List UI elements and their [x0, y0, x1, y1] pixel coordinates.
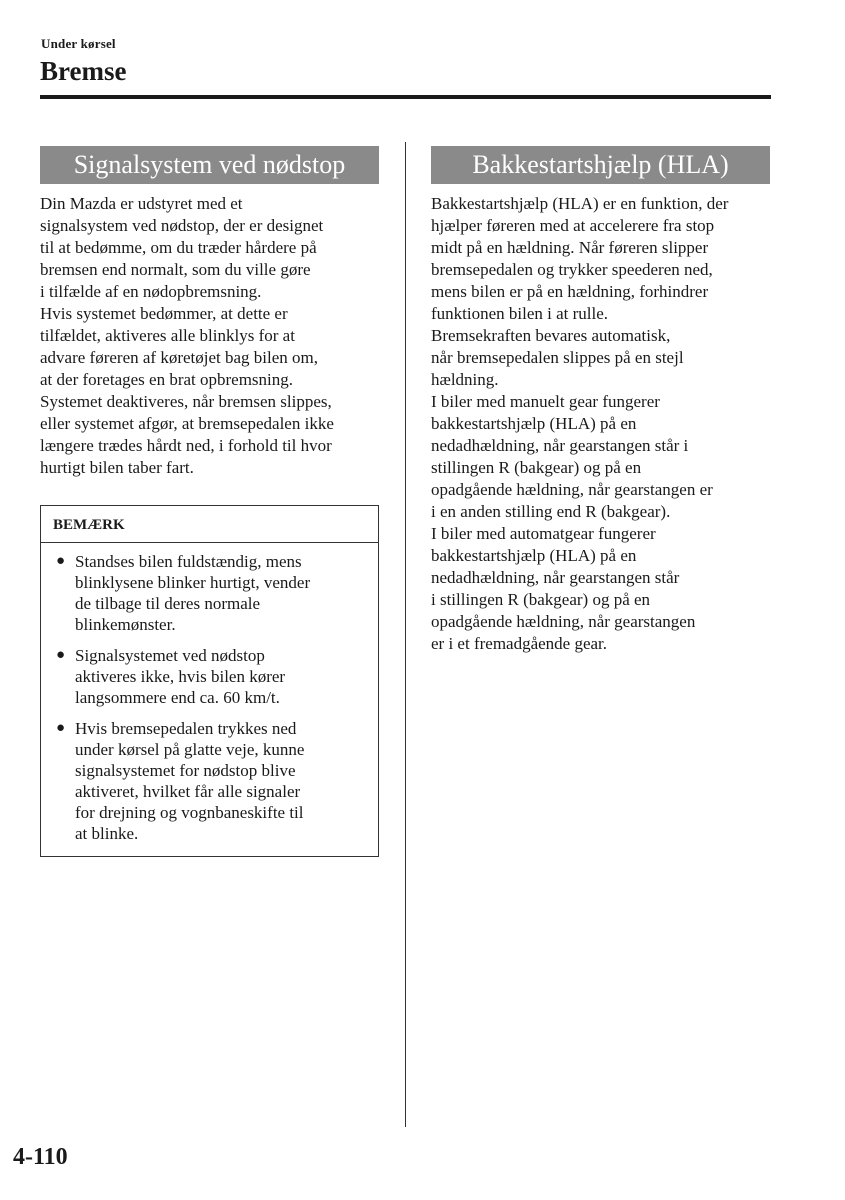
note-line: under kørsel på glatte veje, kunne	[75, 740, 305, 759]
body-line: funktionen bilen i at rulle.	[431, 304, 609, 323]
body-line: bakkestartshjælp (HLA) på en	[431, 414, 637, 433]
header-rule	[40, 95, 771, 99]
body-line: Hvis systemet bedømmer, at dette er	[40, 304, 288, 323]
right-column	[431, 146, 770, 655]
body-line: I biler med manuelt gear fungerer	[431, 392, 660, 411]
body-line: længere trædes hårdt ned, i forhold til hvor	[40, 436, 332, 455]
page-number: 4-110	[13, 1144, 68, 1170]
note-line: langsommere end ca. 60 km/t.	[75, 688, 280, 707]
body-line: bremsepedalen og trykker speederen ned,	[431, 260, 713, 279]
body-line: mens bilen er på en hældning, forhindrer	[431, 282, 709, 301]
body-line: nedadhældning, når gearstangen står i	[431, 436, 689, 455]
body-line: bakkestartshjælp (HLA) på en	[431, 546, 637, 565]
note-line: signalsystemet for nødstop blive	[75, 761, 296, 780]
body-line: i stillingen R (bakgear) og på en	[431, 590, 651, 609]
bullet-icon: ●	[56, 553, 66, 569]
body-line: i tilfælde af en nødopbremsning.	[40, 282, 262, 301]
note-line: aktiveres ikke, hvis bilen kører	[75, 667, 286, 686]
body-line: advare føreren af køretøjet bag bilen om,	[40, 348, 319, 367]
column-divider	[405, 142, 406, 1127]
note-line: blinkemønster.	[75, 615, 176, 634]
body-line: nedadhældning, når gearstangen står	[431, 568, 680, 587]
body-line: når bremsepedalen slippes på en stejl	[431, 348, 684, 367]
body-line: signalsystem ved nødstop, der er designet	[40, 216, 324, 235]
note-box	[40, 505, 379, 857]
body-line: eller systemet afgør, at bremsepedalen ikke	[40, 414, 334, 433]
chapter-label: Under kørsel	[41, 36, 116, 51]
body-line: i en anden stilling end R (bakgear).	[431, 502, 671, 521]
body-line: at der foretages en brat opbremsning.	[40, 370, 294, 389]
emergency-signal-body	[40, 193, 379, 479]
note-line: Hvis bremsepedalen trykkes ned	[75, 719, 297, 738]
body-line: stillingen R (bakgear) og på en	[431, 458, 642, 477]
body-line: hældning.	[431, 370, 499, 389]
body-line: Bremsekraften bevares automatisk,	[431, 326, 671, 345]
body-line: tilfældet, aktiveres alle blinklys for at	[40, 326, 295, 345]
body-line: til at bedømme, om du træder hårdere på	[40, 238, 317, 257]
body-line: hurtigt bilen taber fart.	[40, 458, 194, 477]
left-column	[40, 146, 379, 857]
page-title: Bremse	[40, 56, 127, 86]
note-line: aktiveret, hvilket får alle signaler	[75, 782, 301, 801]
body-line: Din Mazda er udstyret med et	[40, 194, 243, 213]
note-line: Standses bilen fuldstændig, mens	[75, 552, 302, 571]
body-line: opadgående hældning, når gearstangen er	[431, 480, 713, 499]
note-item	[53, 551, 368, 635]
body-line: opadgående hældning, når gearstangen	[431, 612, 696, 631]
body-line: I biler med automatgear fungerer	[431, 524, 656, 543]
bullet-icon: ●	[56, 720, 66, 736]
bullet-icon: ●	[56, 647, 66, 663]
hla-body	[431, 193, 770, 655]
note-line: for drejning og vognbaneskifte til	[75, 803, 304, 822]
note-line: blinklysene blinker hurtigt, vender	[75, 573, 311, 592]
body-line: bremsen end normalt, som du ville gøre	[40, 260, 311, 279]
body-line: Systemet deaktiveres, når bremsen slippes,	[40, 392, 332, 411]
note-line: at blinke.	[75, 824, 139, 843]
body-line: hjælper føreren med at accelerere fra stop	[431, 216, 715, 235]
note-list	[41, 543, 378, 856]
hla-heading: Bakkestartshjælp (HLA)	[431, 146, 770, 184]
body-line: midt på en hældning. Når føreren slipper	[431, 238, 709, 257]
note-line: Signalsystemet ved nødstop	[75, 646, 265, 665]
note-item	[53, 645, 368, 708]
note-item	[53, 718, 368, 844]
body-line: Bakkestartshjælp (HLA) er en funktion, der	[431, 194, 729, 213]
body-line: er i et fremadgående gear.	[431, 634, 608, 653]
note-title: BEMÆRK	[41, 506, 378, 543]
emergency-signal-heading: Signalsystem ved nødstop	[40, 146, 379, 184]
note-line: de tilbage til deres normale	[75, 594, 261, 613]
